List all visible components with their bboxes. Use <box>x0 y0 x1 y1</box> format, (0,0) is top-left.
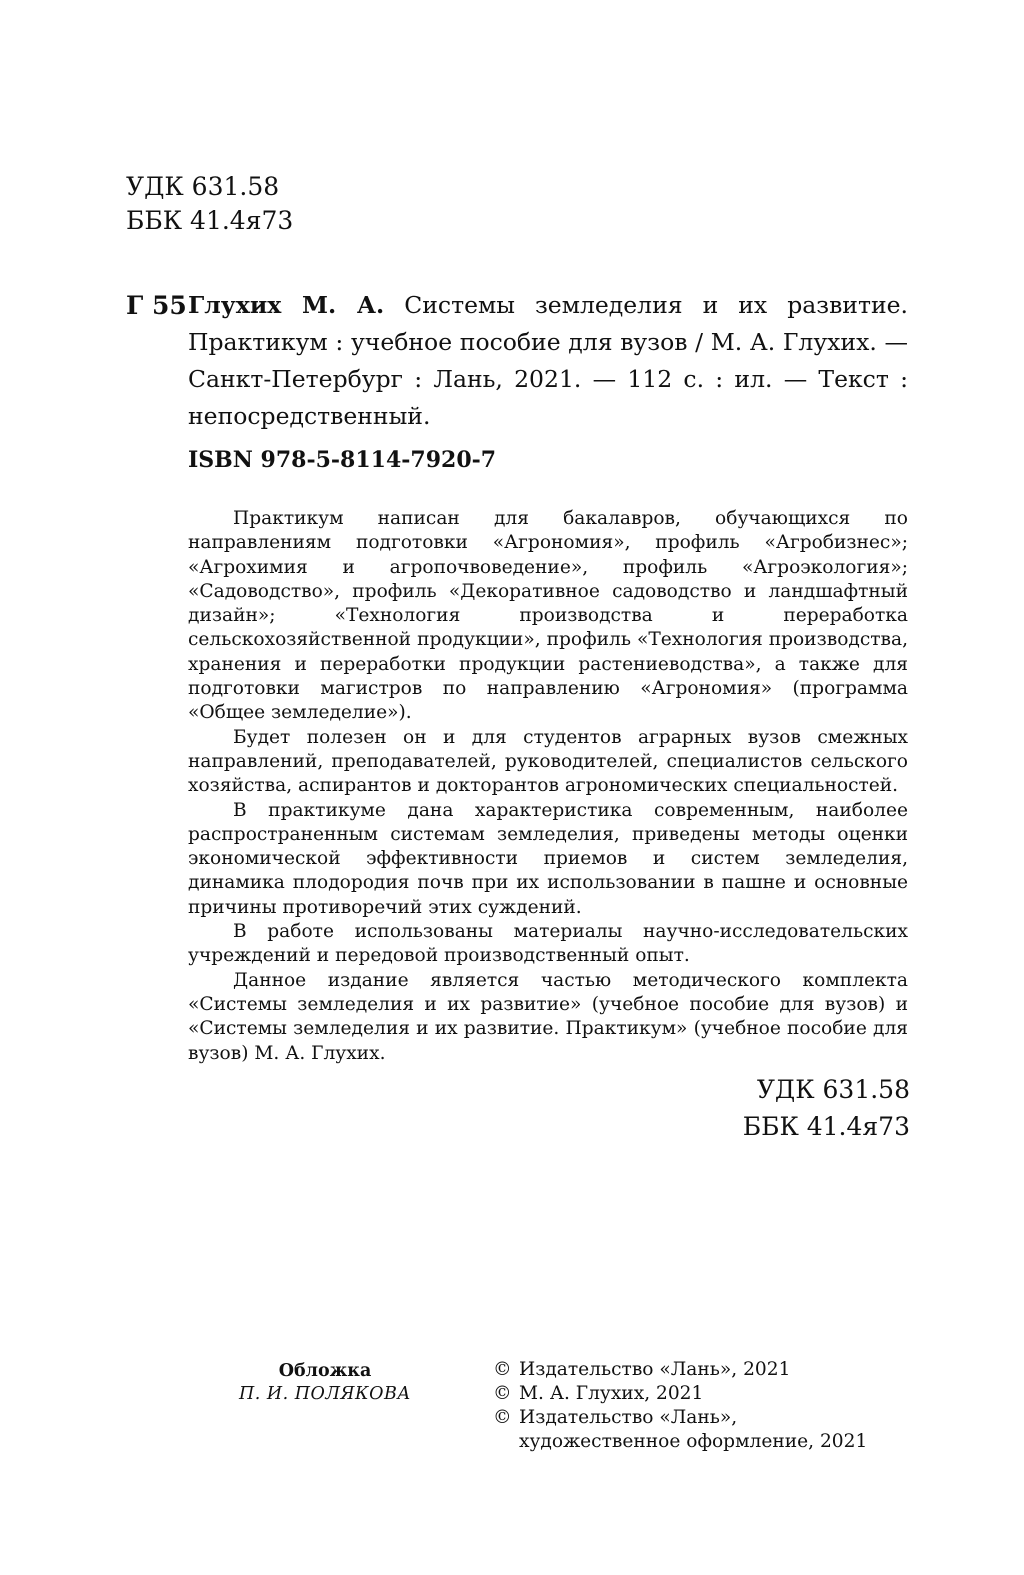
abstract-paragraph: Практикум написан для бакалавров, обучающихся по направлениям подготовки «Агрономия», профиль «Агробизнес»; «Агрохимия и агропочвоведение», профиль «Агроэкология»; «Садоводство», профиль «Декоративное садоводство и ландшафтный дизайн»; «Технология производства и переработка сельскохозяйственной продукции», профиль «Технология производства, хранения и переработки продукции растениеводства», а также для подготовки магистров по направлению «Агрономия» (программа «Общее земледелие»). <box>188 508 908 724</box>
copyright-line <box>493 1406 913 1430</box>
bibliographic-record <box>188 287 908 435</box>
author-name: Глухих М. А. <box>188 291 385 319</box>
classification-codes-top <box>126 170 293 238</box>
abstract-paragraph: Будет полезен он и для студентов аграрных вузов смежных направлений, преподавателей, руководителей, специалистов сельского хозяйства, аспирантов и докторантов агрономических специальностей. <box>188 726 908 797</box>
bbk-code: ББК 41.4я73 <box>742 1112 910 1141</box>
copyright-text: Издательство «Лань», <box>519 1407 738 1428</box>
bibliographic-description: Системы земледелия и их развитие. Практикум : учебное пособие для вузов / М. А. Глухих. — Санкт-Петербург : Лань, 2021. — 112 с. : ил. — Текст : непосредственный. <box>188 291 908 430</box>
copyright-icon: © <box>493 1407 512 1428</box>
udk-code: УДК 631.58 <box>126 172 280 201</box>
abstract-paragraph: Данное издание является частью методического комплекта «Системы земледелия и их развитие» (учебное пособие для вузов) и «Системы земледелия и их развитие. Практикум» (учебное пособие для вузов) М. А. Глухих. <box>188 969 908 1064</box>
udk-code: УДК 631.58 <box>756 1075 910 1104</box>
classification-codes-bottom <box>743 1071 910 1145</box>
isbn: ISBN 978-5-8114-7920-7 <box>188 447 497 473</box>
bbk-code: ББК 41.4я73 <box>126 206 294 235</box>
copyright-icon: © <box>493 1359 512 1380</box>
cover-credit <box>220 1360 430 1406</box>
copyright-text: Издательство «Лань», 2021 <box>519 1359 791 1380</box>
abstract-paragraph: В работе использованы материалы научно-исследовательских учреждений и передовой производственный опыт. <box>188 921 908 967</box>
author-mark: Г 55 <box>126 291 187 320</box>
copyright-icon: © <box>493 1383 512 1404</box>
abstract-paragraph: В практикуме дана характеристика современным, наиболее распространенным системам земледелия, приведены методы оценки экономической эффективности приемов и систем земледелия, динамика плодородия почв при их использовании в пашне и основные причины противоречий этих суждений. <box>188 799 908 918</box>
copyright-line <box>493 1358 913 1382</box>
copyright-line <box>493 1382 913 1406</box>
copyright-text-continuation: художественное оформление, 2021 <box>519 1431 868 1452</box>
cover-label: Обложка <box>278 1361 372 1381</box>
copyright-block <box>493 1358 913 1454</box>
abstract <box>188 507 908 1066</box>
copyright-text: М. А. Глухих, 2021 <box>519 1383 704 1404</box>
cover-designer: П. И. ПОЛЯКОВА <box>238 1384 412 1404</box>
